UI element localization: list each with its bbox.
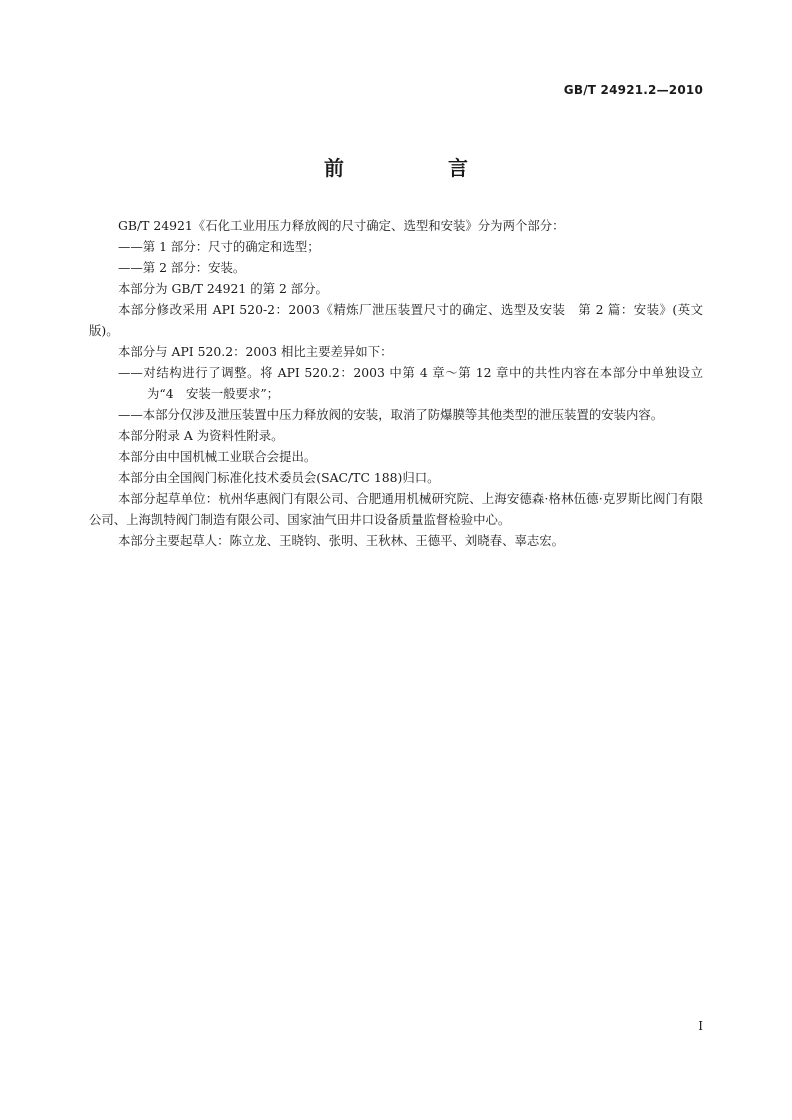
paragraph-annex: 本部分附录 A 为资料性附录。 <box>118 428 284 443</box>
paragraph-part-statement: 本部分为 GB/T 24921 的第 2 部分。 <box>118 281 328 296</box>
paragraph-proposer: 本部分由中国机械工业联合会提出。 <box>118 449 317 464</box>
paragraph-drafters: 本部分主要起草人：陈立龙、王晓钧、张明、王秋林、王德平、刘晓春、辜志宏。 <box>118 533 565 548</box>
standard-code: GB/T 24921.2—2010 <box>563 83 703 97</box>
paragraph-adoption: 本部分修改采用 API 520-2：2003《精炼厂泄压装置尺寸的确定、选型及安装 第 2 篇：安装》(英文版)。 <box>89 302 703 338</box>
paragraph-intro: GB/T 24921《石化工业用压力释放阀的尺寸确定、选型和安装》分为两个部分： <box>118 218 565 233</box>
list-item-part1: ——第 1 部分：尺寸的确定和选型； <box>118 239 320 254</box>
paragraph-committee: 本部分由全国阀门标准化技术委员会(SAC/TC 188)归口。 <box>118 470 440 485</box>
list-item-part2: ——第 2 部分：安装。 <box>118 260 246 275</box>
list-item-difference-scope: ——本部分仅涉及泄压装置中压力释放阀的安装，取消了防爆膜等其他类型的泄压装置的安装内容。 <box>118 407 664 422</box>
list-item-difference-structure: ——对结构进行了调整。将 API 520.2：2003 中第 4 章～第 12 章中的共性内容在本部分中单独设立为“4 安装一般要求”； <box>118 365 703 401</box>
foreword-body <box>89 215 703 551</box>
page-title: 前 言 <box>324 156 510 180</box>
paragraph-drafting-units: 本部分起草单位：杭州华惠阀门有限公司、合肥通用机械研究院、上海安德森·格林伍德·克罗斯比阀门有限公司、上海凯特阀门制造有限公司、国家油气田井口设备质量监督检验中心。 <box>89 491 703 527</box>
page-number: I <box>698 1019 703 1033</box>
paragraph-differences: 本部分与 API 520.2：2003 相比主要差异如下： <box>118 344 393 359</box>
